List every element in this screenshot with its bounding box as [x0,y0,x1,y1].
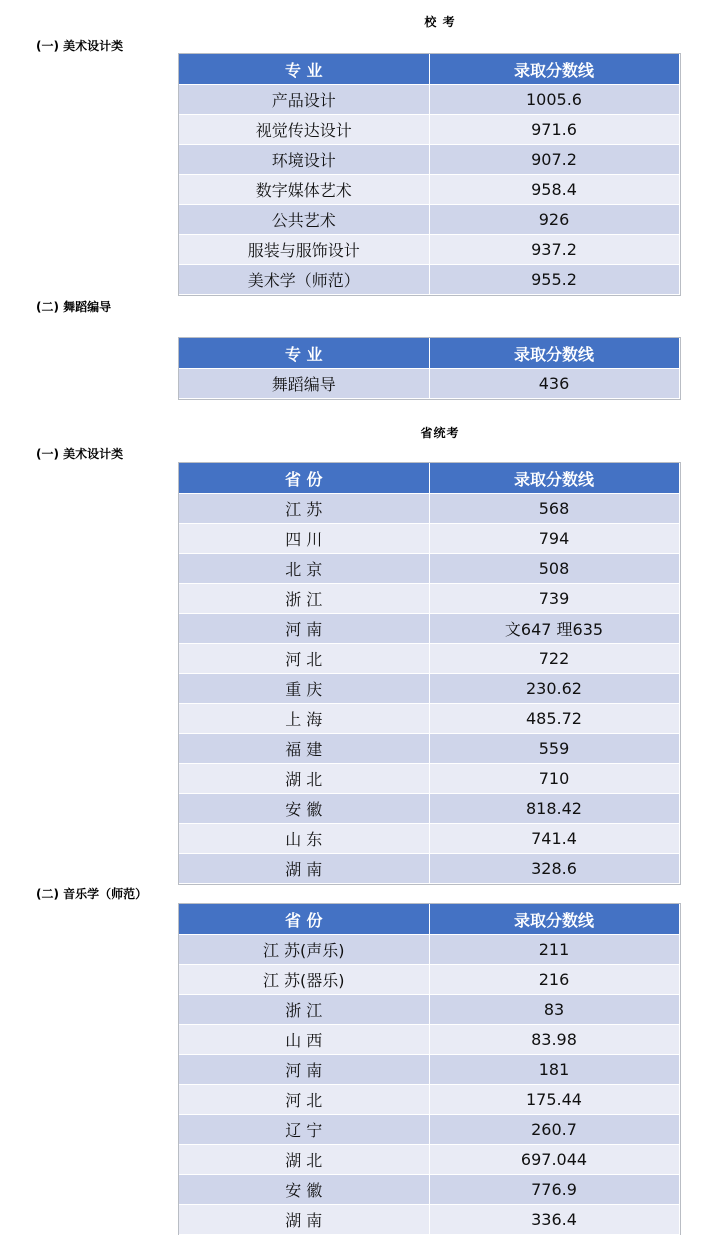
cell-name: 山 东 [179,824,429,854]
table-row [179,85,679,115]
table-row [179,175,679,205]
table-row [179,644,679,674]
provincial-exam-title: 省统考 [420,426,460,440]
provincial-music-table [179,904,680,1235]
cell-score: 559 [429,734,679,764]
table-row [179,674,679,704]
cell-score: 436 [429,369,679,399]
header-name: 专 业 [179,338,429,369]
table-row [179,235,679,265]
header-score: 录取分数线 [429,463,679,494]
cell-name: 浙 江 [179,584,429,614]
cell-name: 湖 北 [179,764,429,794]
header-score: 录取分数线 [429,54,679,85]
table-row [179,614,679,644]
cell-name: 产品设计 [179,85,429,115]
cell-score: 83.98 [429,1025,679,1055]
cell-score: 230.62 [429,674,679,704]
table-header-row [179,904,679,935]
cell-name: 浙 江 [179,995,429,1025]
cell-score: 83 [429,995,679,1025]
table-row [179,494,679,524]
cell-score: 926 [429,205,679,235]
table-row [179,1145,679,1175]
cell-score: 216 [429,965,679,995]
cell-name: 舞蹈编导 [179,369,429,399]
cell-name: 湖 北 [179,1145,429,1175]
table-row [179,524,679,554]
cell-name: 江 苏(声乐) [179,935,429,965]
school-art-design-table [179,54,680,295]
cell-score: 971.6 [429,115,679,145]
cell-name: 环境设计 [179,145,429,175]
cell-score: 794 [429,524,679,554]
header-score: 录取分数线 [429,904,679,935]
table-row [179,584,679,614]
table-row [179,734,679,764]
cell-name: 河 南 [179,1055,429,1085]
cell-name: 湖 南 [179,1205,429,1235]
table-row [179,854,679,884]
cell-name: 福 建 [179,734,429,764]
cell-name: 服装与服饰设计 [179,235,429,265]
provincial-music-label: (二) 音乐学（师范） [36,887,148,901]
table-row [179,265,679,295]
table-row [179,704,679,734]
table-row [179,115,679,145]
cell-score: 175.44 [429,1085,679,1115]
table-row [179,554,679,584]
provincial-art-design-table [179,463,680,884]
school-dance-table [179,338,680,399]
cell-name: 湖 南 [179,854,429,884]
cell-score: 710 [429,764,679,794]
header-score: 录取分数线 [429,338,679,369]
cell-score: 722 [429,644,679,674]
cell-score: 181 [429,1055,679,1085]
school-art-design-label: (一) 美术设计类 [36,39,124,53]
cell-name: 河 北 [179,644,429,674]
table-row [179,965,679,995]
cell-name: 重 庆 [179,674,429,704]
table-header-row [179,54,679,85]
cell-name: 山 西 [179,1025,429,1055]
cell-score: 508 [429,554,679,584]
table-header-row [179,338,679,369]
cell-score: 739 [429,584,679,614]
cell-score: 1005.6 [429,85,679,115]
cell-name: 视觉传达设计 [179,115,429,145]
cell-score: 336.4 [429,1205,679,1235]
table-row [179,1115,679,1145]
table-row [179,935,679,965]
cell-score: 776.9 [429,1175,679,1205]
cell-name: 辽 宁 [179,1115,429,1145]
cell-score: 697.044 [429,1145,679,1175]
cell-score: 958.4 [429,175,679,205]
table-row [179,794,679,824]
school-exam-title: 校 考 [424,15,456,29]
cell-score: 568 [429,494,679,524]
cell-name: 美术学（师范） [179,265,429,295]
cell-name: 上 海 [179,704,429,734]
cell-score: 907.2 [429,145,679,175]
cell-name: 江 苏 [179,494,429,524]
school-dance-label: (二) 舞蹈编导 [36,300,112,314]
table-row [179,824,679,854]
cell-score: 937.2 [429,235,679,265]
header-name: 省 份 [179,463,429,494]
cell-name: 河 南 [179,614,429,644]
cell-score: 文647 理635 [429,614,679,644]
header-name: 专 业 [179,54,429,85]
header-name: 省 份 [179,904,429,935]
table-header-row [179,463,679,494]
cell-name: 安 徽 [179,794,429,824]
table-row [179,1175,679,1205]
table-row [179,1085,679,1115]
table-row [179,764,679,794]
cell-score: 955.2 [429,265,679,295]
cell-score: 211 [429,935,679,965]
cell-name: 数字媒体艺术 [179,175,429,205]
table-row [179,995,679,1025]
cell-score: 260.7 [429,1115,679,1145]
cell-score: 328.6 [429,854,679,884]
table-row [179,369,679,399]
table-row [179,145,679,175]
cell-score: 485.72 [429,704,679,734]
provincial-art-design-label: (一) 美术设计类 [36,447,124,461]
table-row [179,1205,679,1235]
table-row [179,1055,679,1085]
table-row [179,1025,679,1055]
cell-name: 江 苏(器乐) [179,965,429,995]
cell-score: 741.4 [429,824,679,854]
cell-name: 河 北 [179,1085,429,1115]
table-row [179,205,679,235]
cell-score: 818.42 [429,794,679,824]
cell-name: 四 川 [179,524,429,554]
cell-name: 安 徽 [179,1175,429,1205]
cell-name: 公共艺术 [179,205,429,235]
cell-name: 北 京 [179,554,429,584]
